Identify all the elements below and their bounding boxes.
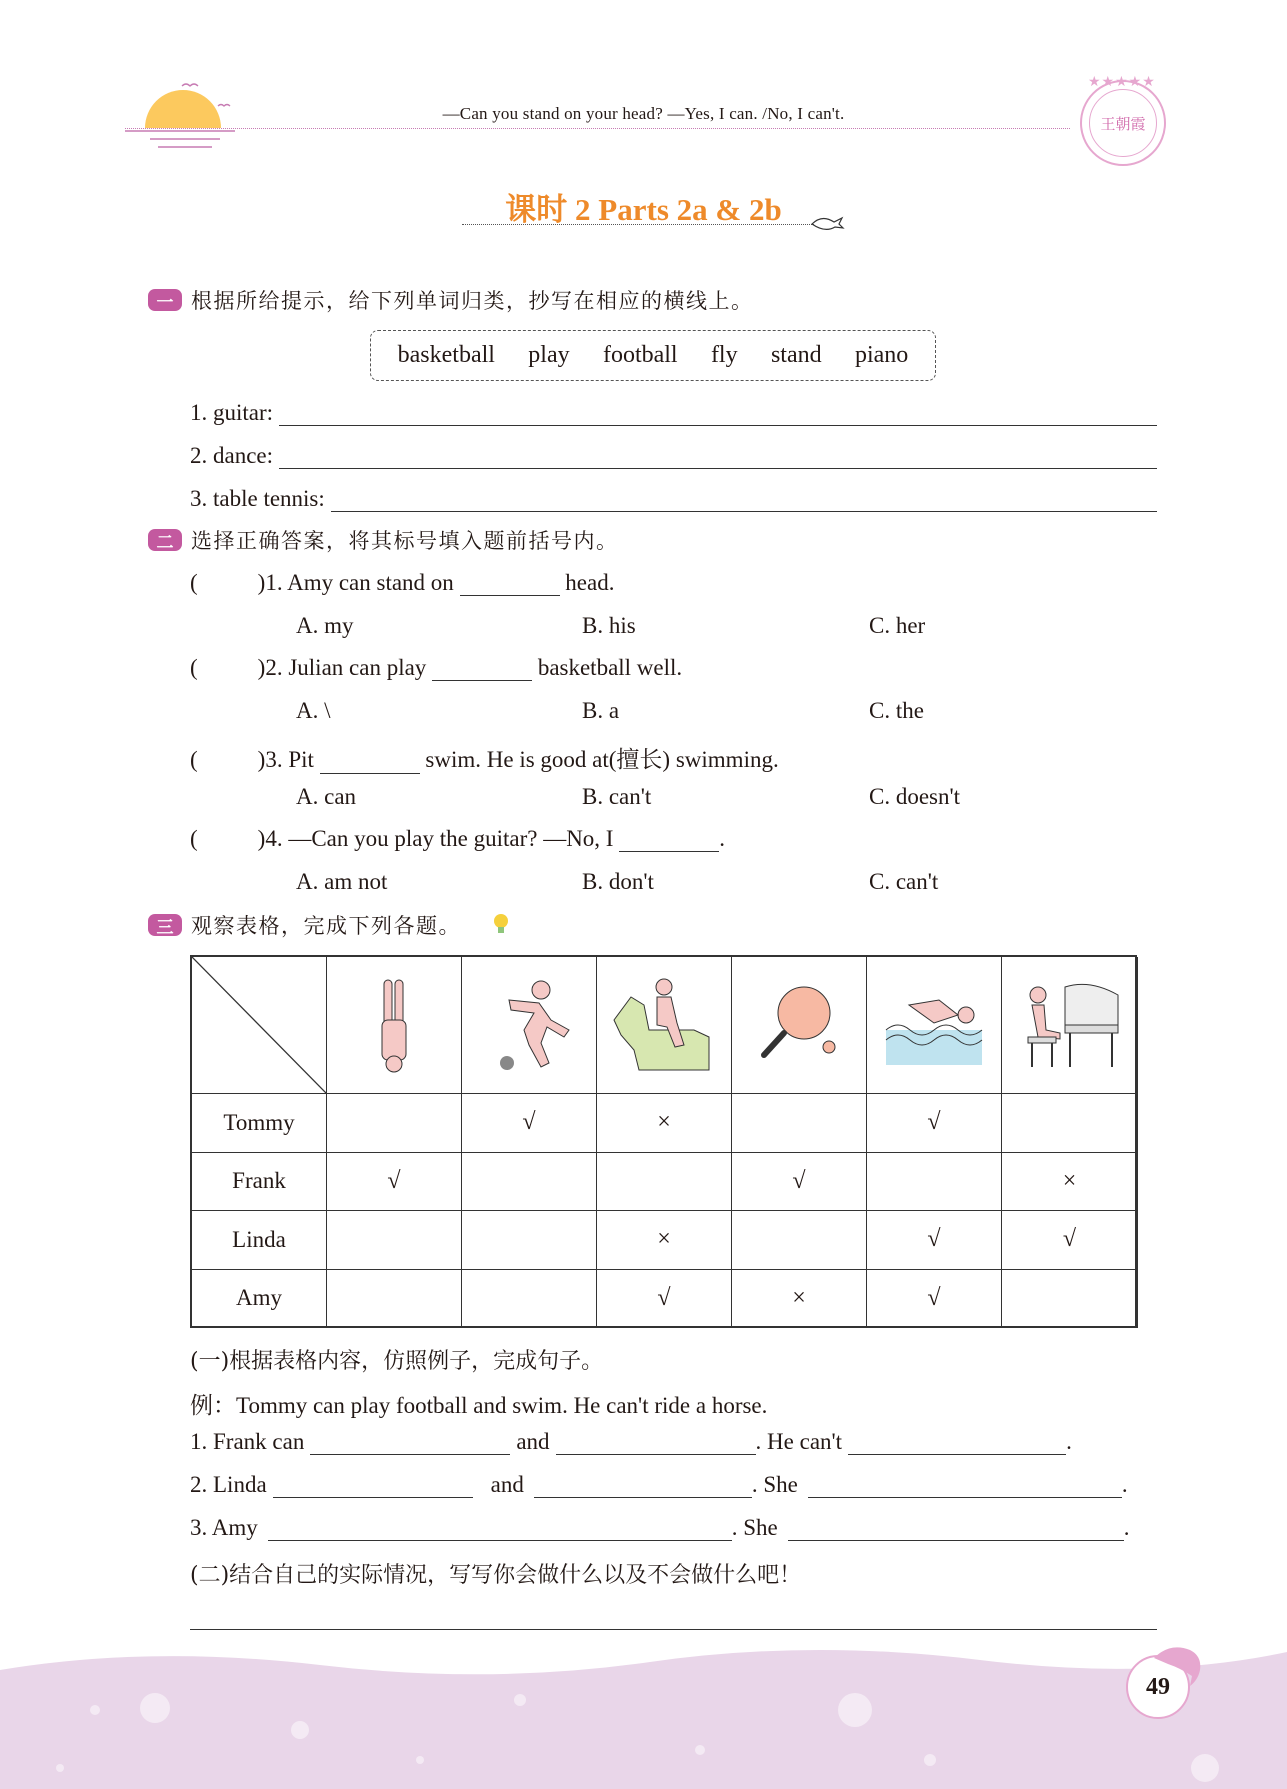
sentence-text: . She [731, 1515, 778, 1540]
part1-instruction: (一)根据表格内容，仿照例子，完成句子。 [190, 1349, 604, 1374]
option-b[interactable]: B. don't [582, 869, 654, 894]
answer-line[interactable] [273, 1474, 473, 1498]
question-text: —Can you play the guitar? —No, I [288, 826, 614, 851]
table-mark-cell [732, 1211, 867, 1270]
table-corner-cell [192, 957, 327, 1094]
classify-label: 2. dance: [190, 443, 274, 468]
table-mark-cell [462, 1270, 597, 1329]
diagonal-line [192, 957, 327, 1094]
table-header-swim [867, 957, 1002, 1094]
sentence-text: . [1066, 1429, 1072, 1454]
table-header-ride-horse [597, 957, 732, 1094]
option-a[interactable]: A. can [296, 784, 357, 809]
option-b[interactable]: B. his [582, 613, 636, 638]
part2-instruction: (二)结合自己的实际情况，写写你会做什么以及不会做什么吧！ [190, 1563, 802, 1588]
table-mark-cell: √ [327, 1153, 462, 1212]
question-4 [190, 826, 725, 852]
table-row-name: Amy [192, 1270, 327, 1329]
option-a[interactable]: A. my [296, 613, 354, 638]
ride-horse-icon [609, 975, 719, 1075]
header-divider [125, 128, 1070, 129]
word-bank-item: piano [854, 342, 909, 368]
table-mark-cell: × [732, 1270, 867, 1329]
table-header-table-tennis [732, 957, 867, 1094]
table-header-handstand [327, 957, 462, 1094]
word-bank-item: stand [770, 342, 822, 368]
section2-badge-label: 二 [156, 533, 174, 553]
question-number: )3. [257, 747, 283, 772]
sentence-text: and [490, 1472, 524, 1497]
brand-seal-logo [1080, 80, 1166, 166]
sentence-1 [190, 1429, 1135, 1455]
lesson-title: 课时 2 Parts 2a & 2b [505, 192, 782, 227]
question-text: Julian can play [288, 655, 427, 680]
table-mark-cell [327, 1211, 462, 1270]
classify-row [190, 398, 1157, 426]
footer-wave [0, 1640, 1287, 1789]
option-c[interactable]: C. doesn't [869, 784, 961, 809]
table-mark-cell: × [597, 1094, 732, 1153]
table-mark-cell: √ [1002, 1211, 1138, 1270]
table-header-piano [1002, 957, 1138, 1094]
sentence-text: 1. Frank can [190, 1429, 305, 1454]
table-mark-cell [462, 1211, 597, 1270]
answer-line[interactable] [279, 398, 1157, 426]
option-b[interactable]: B. can't [582, 784, 652, 809]
table-mark-cell [597, 1153, 732, 1212]
table-tennis-icon [749, 975, 849, 1075]
handstand-icon [364, 975, 424, 1075]
table-row-name: Linda [192, 1211, 327, 1270]
blank [619, 830, 719, 852]
answer-paren[interactable]: ( [190, 655, 198, 680]
sentence-3 [190, 1515, 1135, 1541]
option-a[interactable]: A. am not [296, 869, 388, 894]
word-bank-item: play [528, 342, 570, 368]
sentence-text: 3. Amy [190, 1515, 258, 1540]
table-mark-cell [462, 1153, 597, 1212]
section1-instruction: 根据所给提示，给下列单词归类，抄写在相应的横线上。 [191, 289, 754, 313]
answer-line[interactable] [848, 1431, 1066, 1455]
blank [432, 659, 532, 681]
answer-line[interactable] [190, 1614, 1157, 1630]
answer-line[interactable] [268, 1517, 732, 1541]
sentence-2 [190, 1472, 1135, 1498]
question-3 [190, 741, 779, 774]
dolphin-icon [1150, 1640, 1206, 1690]
question-number: )1. [257, 570, 283, 595]
question-text: Pit [288, 747, 314, 772]
answer-paren[interactable]: ( [190, 747, 198, 772]
sentence-text: . He can't [755, 1429, 843, 1454]
sentence-text: 2. Linda [190, 1472, 267, 1497]
word-bank [370, 330, 936, 381]
answer-paren[interactable]: ( [190, 826, 198, 851]
answer-line[interactable] [808, 1474, 1122, 1498]
title-underline [462, 224, 814, 225]
table-mark-cell [327, 1094, 462, 1153]
option-c[interactable]: C. can't [869, 869, 939, 894]
header-dialogue: —Can you stand on your head? —Yes, I can. /No, I can't. [442, 104, 845, 123]
classify-row [190, 441, 1157, 469]
lightbulb-icon [489, 911, 513, 937]
question-2 [190, 655, 682, 681]
word-bank-item: fly [710, 342, 738, 368]
table-mark-cell [732, 1094, 867, 1153]
piano-icon [1020, 975, 1120, 1075]
table-mark-cell: √ [732, 1153, 867, 1212]
word-bank-item: football [602, 342, 678, 368]
option-c[interactable]: C. the [869, 698, 924, 723]
table-mark-cell: √ [867, 1211, 1002, 1270]
sentence-text: . She [751, 1472, 798, 1497]
table-mark-cell: √ [597, 1270, 732, 1329]
table-mark-cell [1002, 1270, 1138, 1329]
question-text: head. [565, 570, 615, 595]
table-row-name: Tommy [192, 1094, 327, 1153]
answer-line[interactable] [310, 1431, 510, 1455]
option-b[interactable]: B. a [582, 698, 620, 723]
classify-row [190, 484, 1157, 512]
table-mark-cell [1002, 1094, 1138, 1153]
table-mark-cell: √ [867, 1270, 1002, 1329]
question-number: )2. [257, 655, 283, 680]
section2-instruction: 选择正确答案，将其标号填入题前括号内。 [191, 529, 619, 553]
answer-line[interactable] [788, 1517, 1124, 1541]
classify-label: 1. guitar: [190, 400, 274, 425]
seal-stars: ★★★★★ [1088, 75, 1156, 90]
question-text: . [719, 826, 725, 851]
table-mark-cell: × [1002, 1153, 1138, 1212]
football-icon [479, 975, 579, 1075]
activity-table [190, 955, 1137, 1328]
blank [460, 574, 560, 596]
answer-paren[interactable]: ( [190, 570, 198, 595]
answer-line[interactable] [279, 441, 1157, 469]
section3-instruction: 观察表格，完成下列各题。 [191, 914, 461, 938]
table-mark-cell: × [597, 1211, 732, 1270]
table-row-name: Frank [192, 1153, 327, 1212]
answer-line[interactable] [534, 1474, 752, 1498]
table-mark-cell [327, 1270, 462, 1329]
section3-badge-label: 三 [156, 918, 174, 938]
swim-icon [884, 975, 984, 1075]
question-1 [190, 570, 614, 596]
question-text: basketball well. [537, 655, 683, 680]
page-number: 49 [1146, 1673, 1170, 1700]
table-mark-cell: √ [462, 1094, 597, 1153]
brand-seal-text: 王朝霞 [1089, 89, 1157, 157]
table-header-football [462, 957, 597, 1094]
table-mark-cell [867, 1153, 1002, 1212]
word-bank-item: basketball [397, 342, 495, 368]
answer-line[interactable] [331, 484, 1157, 512]
classify-label: 3. table tennis: [190, 486, 325, 511]
question-text: swim. He is good at(擅长) swimming. [425, 747, 779, 772]
bird-icon [810, 212, 846, 234]
option-c[interactable]: C. her [869, 613, 926, 638]
example-sentence: 例：Tommy can play football and swim. He can't ride a horse. [190, 1393, 768, 1418]
table-mark-cell: √ [867, 1094, 1002, 1153]
answer-line[interactable] [556, 1431, 756, 1455]
question-text: Amy can stand on [287, 570, 454, 595]
sentence-text: and [516, 1429, 550, 1454]
section1-badge-label: 一 [156, 293, 174, 313]
sentence-text: . [1121, 1472, 1128, 1497]
sentence-text: . [1123, 1515, 1130, 1540]
question-number: )4. [257, 826, 283, 851]
option-a[interactable]: A. \ [296, 698, 331, 723]
blank [320, 752, 420, 774]
